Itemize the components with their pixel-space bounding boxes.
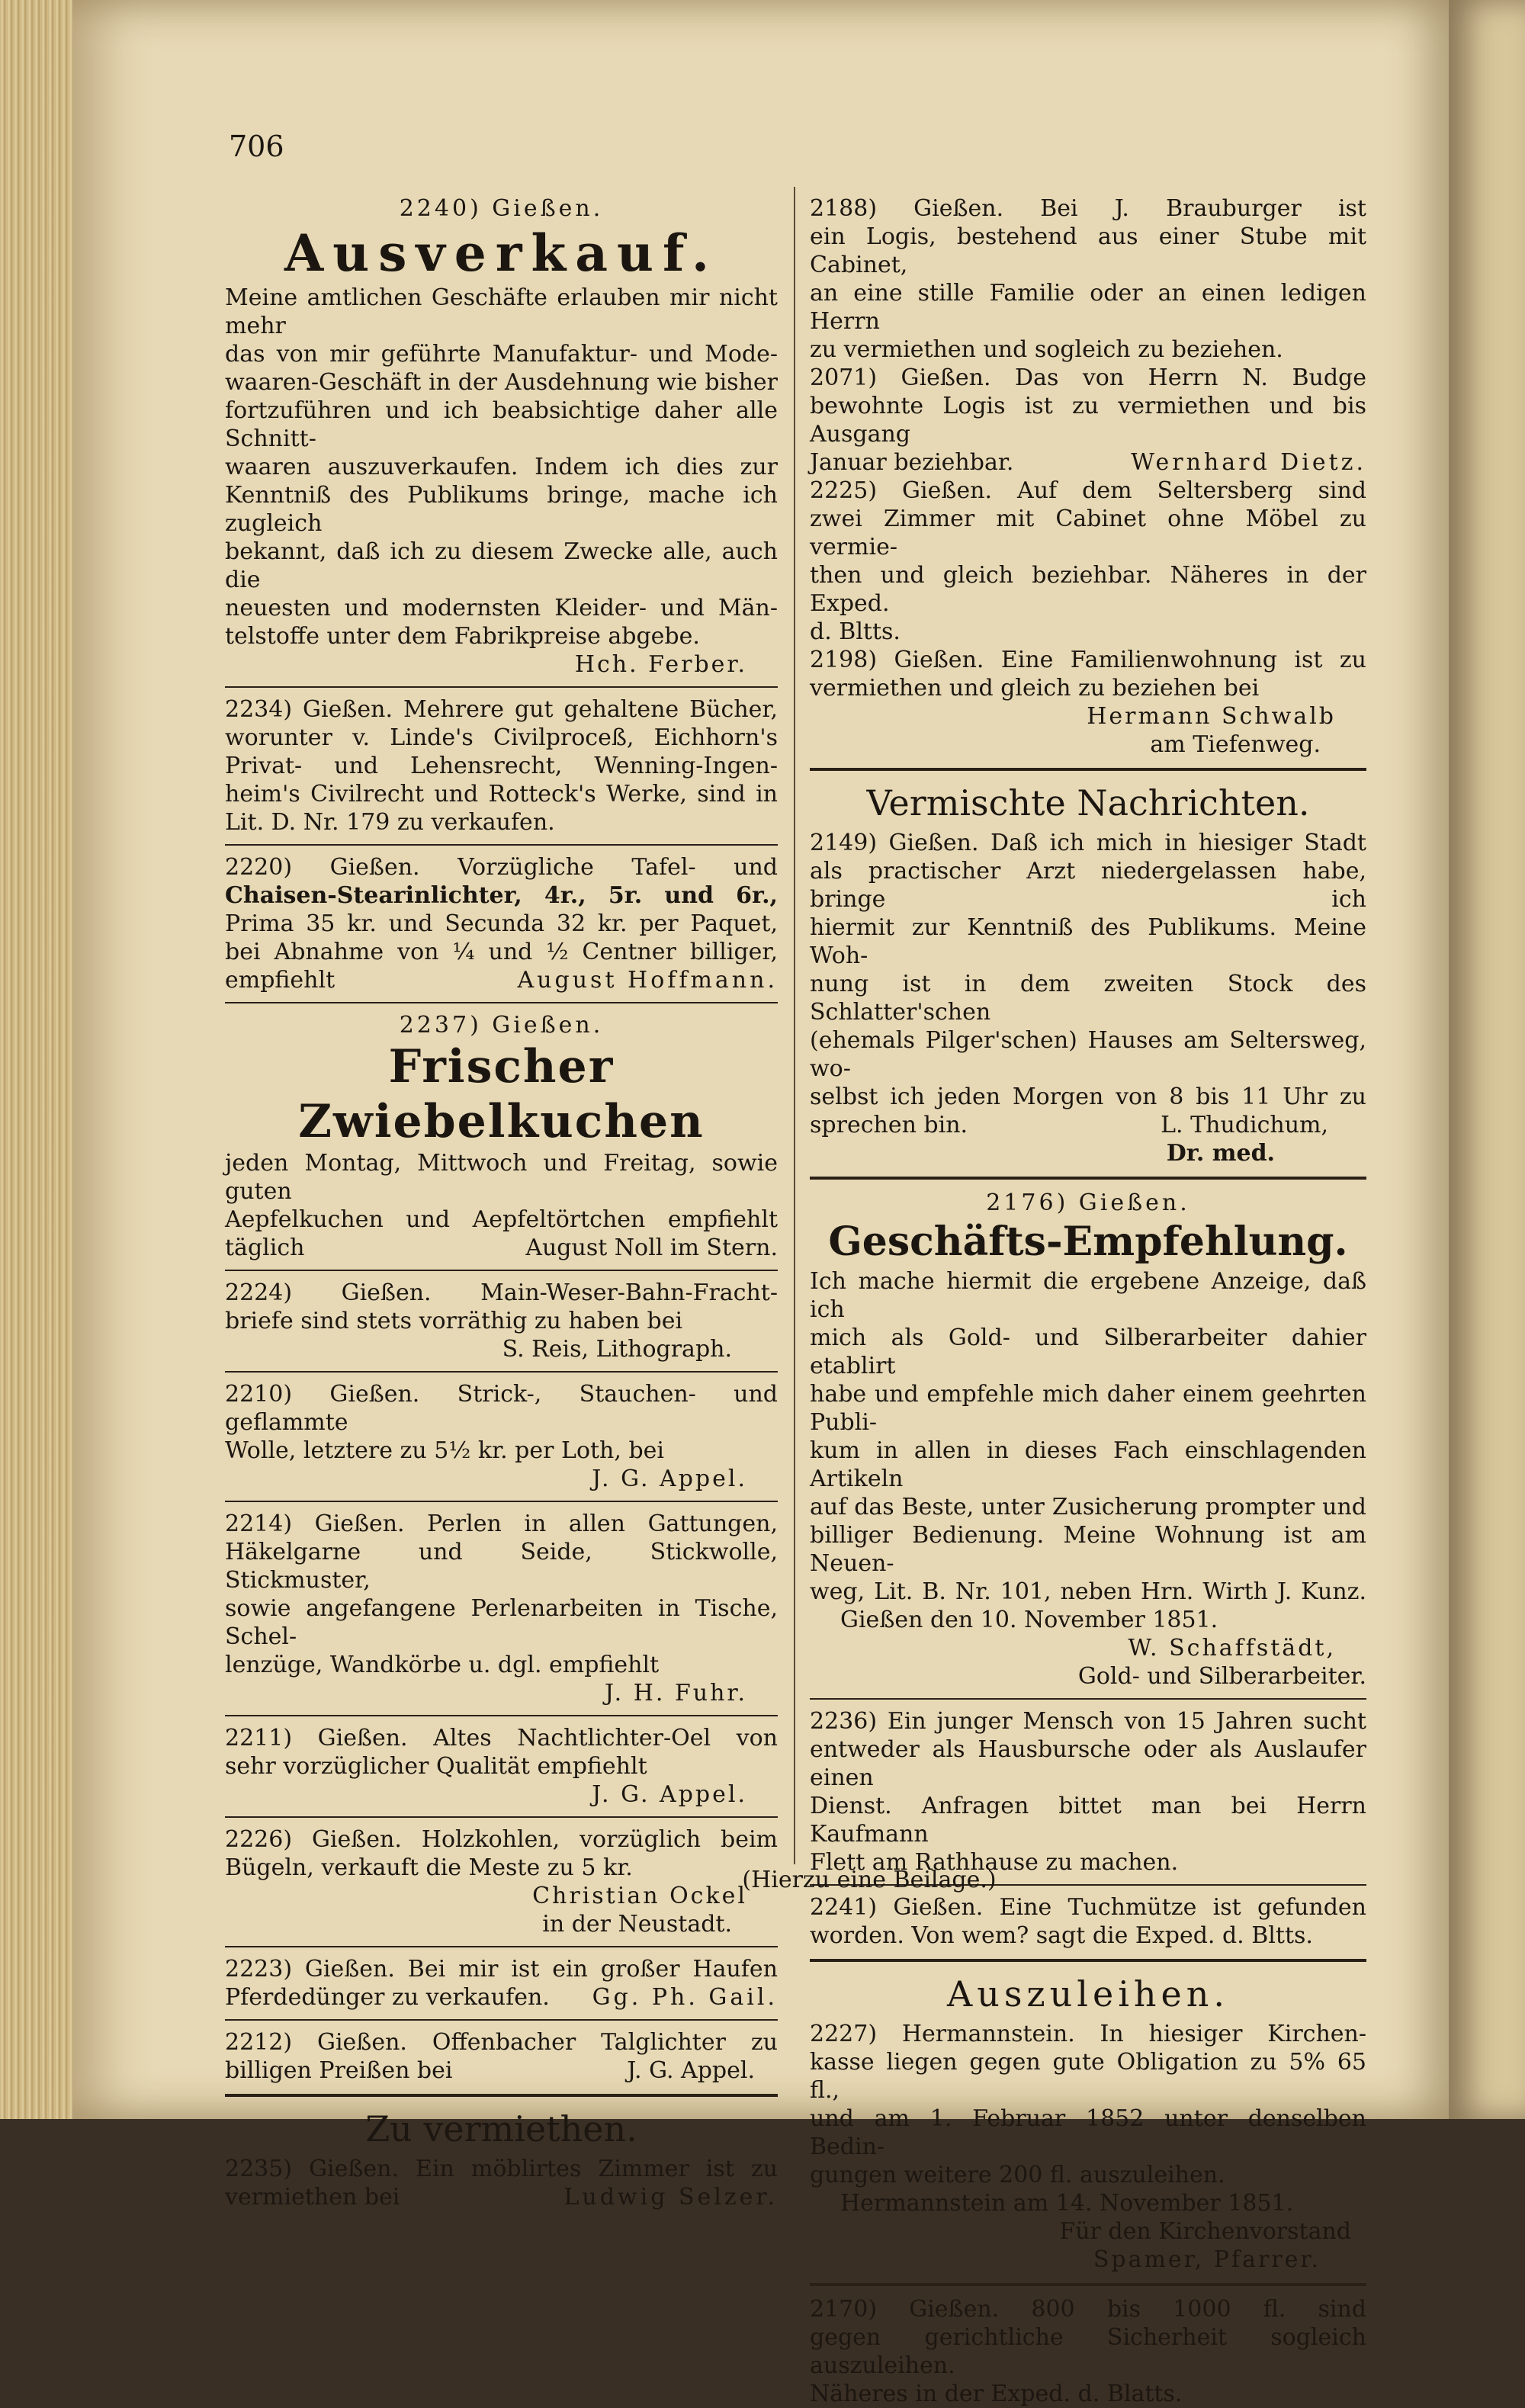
ad-2188 bbox=[810, 194, 1366, 364]
ad-date-line: Hermannstein am 14. November 1851. bbox=[840, 2190, 1294, 2217]
ad-line: worden. Von wem? sagt die Exped. d. Bltts. bbox=[810, 1922, 1313, 1949]
page-number: 706 bbox=[229, 130, 284, 163]
divider-rule bbox=[225, 844, 778, 846]
ad-line: Ich mache hiermit die ergebene Anzeige, daß ich bbox=[810, 1268, 1366, 1323]
ad-line-left: täglich bbox=[225, 1235, 305, 1261]
facing-page-edge bbox=[1449, 0, 1525, 2119]
ad-line: 2210) Gießen. Strick-, Stauchen- und geflammte bbox=[225, 1381, 778, 1436]
ad-last-line bbox=[225, 1234, 778, 1262]
ad-line: Dienst. Anfragen bittet man bei Herrn Kaufmann bbox=[810, 1793, 1366, 1848]
ad-line: kasse liegen gegen gute Obligation zu 5% 65 fl., bbox=[810, 2049, 1366, 2104]
ad-2241 bbox=[810, 1893, 1366, 1950]
divider-rule bbox=[810, 1177, 1366, 1180]
ad-line-left: vermiethen bei bbox=[225, 2184, 400, 2211]
ad-line: und am 1. Februar 1852 unter denselben Bedin- bbox=[810, 2105, 1366, 2160]
ad-2235 bbox=[225, 2155, 778, 2211]
ad-signature: Christian Ockel bbox=[532, 1883, 747, 1909]
ad-line: Flett am Rathhause zu machen. bbox=[810, 1849, 1179, 1876]
section-heading-vermiethen: Zu vermiethen. bbox=[365, 2108, 637, 2150]
ad-line: Prima 35 kr. und Secunda 32 kr. per Paquet, bbox=[225, 910, 778, 937]
divider-rule bbox=[810, 2283, 1366, 2286]
ad-line: Häkelgarne und Seide, Stickwolle, Stickmuster, bbox=[225, 1539, 778, 1594]
ad-last-line bbox=[225, 1983, 778, 2011]
ad-header: 2237) Gießen. bbox=[399, 1012, 604, 1039]
ad-signature: J. G. Appel. bbox=[592, 1466, 747, 1492]
ad-line: Aepfelkuchen und Aepfeltörtchen empfiehlt bbox=[225, 1206, 778, 1233]
divider-rule bbox=[225, 686, 778, 688]
ad-line: 2224) Gießen. Main-Weser-Bahn-Fracht- bbox=[225, 1279, 778, 1306]
ad-2220 bbox=[225, 853, 778, 994]
ad-signature-line2: in der Neustadt. bbox=[542, 1911, 732, 1938]
ad-line-left: billigen Preißen bei bbox=[225, 2057, 453, 2084]
ad-signature: August Noll im Stern. bbox=[525, 1235, 778, 1261]
ad-signature: J. H. Fuhr. bbox=[604, 1680, 747, 1706]
ad-last-line bbox=[810, 1111, 1366, 1139]
ad-2227 bbox=[810, 2020, 1366, 2274]
ad-header: 2176) Gießen. bbox=[986, 1190, 1190, 1216]
ad-line: ein Logis, bestehend aus einer Stube mit Cabinet, bbox=[810, 223, 1366, 278]
ad-line: auf das Beste, unter Zusicherung prompter und bbox=[810, 1494, 1366, 1520]
ad-signature: Ludwig Selzer. bbox=[563, 2184, 778, 2211]
ad-line: 2223) Gießen. Bei mir ist ein großer Haufen bbox=[225, 1956, 778, 1983]
ad-line: habe und empfehle mich daher einem geehrten Publi- bbox=[810, 1381, 1366, 1436]
footer-note: (Hierzu eine Beilage.) bbox=[742, 1867, 997, 1893]
ad-line-left: Pferdedünger zu verkaufen. bbox=[225, 1984, 550, 2011]
divider-rule bbox=[225, 1371, 778, 1373]
ad-signature-line2: Spamer, Pfarrer. bbox=[1093, 2246, 1321, 2273]
ad-2210 bbox=[225, 1380, 778, 1493]
ad-line: sehr vorzüglicher Qualität empfiehlt bbox=[225, 1753, 647, 1780]
ad-signature: August Hoffmann. bbox=[517, 967, 778, 994]
ad-signature: J. G. Appel. bbox=[627, 2057, 755, 2084]
ad-line: bewohnte Logis ist zu vermiethen und bis Ausgang bbox=[810, 393, 1366, 448]
ad-line: Näheres in der Exped. d. Blatts. bbox=[810, 2381, 1183, 2407]
ad-signature: W. Schaffstädt, bbox=[1128, 1635, 1336, 1662]
ad-line: 2227) Hermannstein. In hiesiger Kirchen- bbox=[810, 2021, 1366, 2047]
ad-signature-line2: am Tiefenweg. bbox=[1150, 731, 1321, 758]
ad-line: 2188) Gießen. Bei J. Brauburger ist bbox=[810, 195, 1366, 222]
divider-rule bbox=[225, 1715, 778, 1716]
column-divider bbox=[794, 187, 795, 1864]
ad-2170 bbox=[810, 2295, 1366, 2408]
ad-line: sowie angefangene Perlenarbeiten in Tische, Schel- bbox=[225, 1595, 778, 1650]
section-rule bbox=[810, 1959, 1366, 1962]
ad-signature: J. G. Appel. bbox=[592, 1781, 747, 1808]
ad-line: Wolle, letztere zu 5½ kr. per Loth, bei bbox=[225, 1437, 665, 1464]
ad-line: (ehemals Pilger'schen) Hauses am Seltersweg, wo- bbox=[810, 1027, 1366, 1082]
ad-line: 2235) Gießen. Ein möblirtes Zimmer ist zu bbox=[225, 2156, 778, 2182]
ad-line: zu vermiethen und sogleich zu beziehen. bbox=[810, 336, 1283, 363]
book-page-edges bbox=[0, 0, 72, 2119]
ad-line: das von mir geführte Manufaktur- und Mode- bbox=[225, 341, 778, 368]
divider-rule bbox=[225, 1946, 778, 1947]
ad-signature: S. Reis, Lithograph. bbox=[502, 1336, 732, 1363]
ad-date-line: Gießen den 10. November 1851. bbox=[840, 1607, 1218, 1633]
divider-rule bbox=[225, 1002, 778, 1003]
ad-line-left: empfiehlt bbox=[225, 967, 336, 994]
ad-line: lenzüge, Wandkörbe u. dgl. empfiehlt bbox=[225, 1652, 660, 1678]
divider-rule bbox=[225, 1270, 778, 1271]
divider-rule bbox=[225, 2019, 778, 2021]
ad-2198 bbox=[810, 646, 1366, 759]
section-rule bbox=[810, 768, 1366, 771]
divider-rule bbox=[225, 1816, 778, 1818]
ad-line: selbst ich jeden Morgen von 8 bis 11 Uhr zu bbox=[810, 1084, 1366, 1110]
ad-line: Chaisen-Stearinlichter, 4r., 5r. und 6r., bbox=[225, 882, 778, 909]
right-column bbox=[810, 194, 1366, 2408]
left-column bbox=[225, 194, 778, 2211]
ad-2236 bbox=[810, 1707, 1366, 1877]
ad-2176 bbox=[810, 1189, 1366, 1690]
ad-line: gungen weitere 200 fl. auszuleihen. bbox=[810, 2162, 1225, 2188]
ad-line: briefe sind stets vorräthig zu haben bei bbox=[225, 1308, 683, 1334]
ad-2240 bbox=[225, 194, 778, 679]
ad-2224 bbox=[225, 1279, 778, 1363]
ad-line: 2225) Gießen. Auf dem Seltersberg sind bbox=[810, 477, 1366, 504]
ad-line: nung ist in dem zweiten Stock des Schlatter'schen bbox=[810, 971, 1366, 1026]
divider-rule bbox=[810, 1698, 1366, 1700]
ad-line: 2226) Gießen. Holzkohlen, vorzüglich beim bbox=[225, 1826, 778, 1853]
ad-line: bekannt, daß ich zu diesem Zwecke alle, auch die bbox=[225, 538, 778, 593]
ad-signature: Wernhard Dietz. bbox=[1131, 449, 1366, 476]
ad-line: vermiethen und gleich zu beziehen bei bbox=[810, 675, 1260, 702]
section-rule bbox=[225, 2094, 778, 2097]
ad-line: worunter v. Linde's Civilproceß, Eichhorn's bbox=[225, 724, 778, 751]
ad-title: Geschäfts-Empfehlung. bbox=[828, 1218, 1348, 1265]
ad-line: then und gleich beziehbar. Näheres in der Exped. bbox=[810, 562, 1366, 617]
ad-line: 2149) Gießen. Daß ich mich in hiesiger Stadt bbox=[810, 830, 1366, 856]
ad-line: 2214) Gießen. Perlen in allen Gattungen, bbox=[225, 1511, 778, 1537]
ad-line: waaren-Geschäft in der Ausdehnung wie bisher bbox=[225, 369, 778, 396]
ad-line: neuesten und modernsten Kleider- und Män- bbox=[225, 595, 778, 621]
ad-line: hiermit zur Kenntniß des Publikums. Meine Woh- bbox=[810, 914, 1366, 969]
ad-2149 bbox=[810, 829, 1366, 1167]
ad-line: entweder als Hausbursche oder als Auslaufer einen bbox=[810, 1736, 1366, 1791]
ad-line: 2234) Gießen. Mehrere gut gehaltene Bücher, bbox=[225, 696, 778, 723]
ad-line: heim's Civilrecht und Rotteck's Werke, sind in bbox=[225, 781, 778, 807]
ad-line: billiger Bedienung. Meine Wohnung ist am Neuen- bbox=[810, 1522, 1366, 1577]
ad-2223 bbox=[225, 1955, 778, 2011]
ad-2225 bbox=[810, 477, 1366, 646]
ad-line: 2220) Gießen. Vorzügliche Tafel- und bbox=[225, 854, 778, 881]
ad-2237 bbox=[225, 1011, 778, 1262]
ad-line: 2198) Gießen. Eine Familienwohnung ist zu bbox=[810, 647, 1366, 673]
ad-signature-line2: Dr. med. bbox=[1166, 1140, 1275, 1167]
ad-line: Kenntniß des Publikums bringe, mache ich zugleich bbox=[225, 482, 778, 537]
ad-2212 bbox=[225, 2028, 778, 2085]
ad-signature: Hermann Schwalb bbox=[1087, 703, 1336, 730]
ad-line: waaren auszuverkaufen. Indem ich dies zur bbox=[225, 454, 778, 480]
ad-line: Lit. D. Nr. 179 zu verkaufen. bbox=[225, 809, 555, 836]
ad-line: 2071) Gießen. Das von Herrn N. Budge bbox=[810, 364, 1366, 391]
ad-line: 2236) Ein junger Mensch von 15 Jahren sucht bbox=[810, 1708, 1366, 1735]
ad-line-left: Januar beziehbar. bbox=[810, 449, 1014, 476]
ad-last-line bbox=[225, 2056, 778, 2085]
ad-line: bei Abnahme von ¼ und ½ Centner billiger, bbox=[225, 939, 778, 965]
section-heading-auszuleihen: Auszuleihen. bbox=[946, 1973, 1230, 2015]
ad-signature: Gg. Ph. Gail. bbox=[592, 1984, 778, 2011]
ad-line: 2212) Gießen. Offenbacher Talglichter zu bbox=[225, 2029, 778, 2056]
ad-line: gegen gerichtliche Sicherheit sogleich auszuleihen. bbox=[810, 2324, 1366, 2379]
ad-signature: Hch. Ferber. bbox=[574, 651, 747, 678]
ad-line: Meine amtlichen Geschäfte erlauben mir nicht mehr bbox=[225, 284, 778, 339]
ad-line: fortzuführen und ich beabsichtige daher alle Schnitt- bbox=[225, 397, 778, 452]
ad-line-left: sprechen bin. bbox=[810, 1112, 968, 1138]
ad-last-line bbox=[225, 966, 778, 994]
ad-line: kum in allen in dieses Fach einschlagenden Artikeln bbox=[810, 1437, 1366, 1492]
ad-line: als practischer Arzt niedergelassen habe, bringe ich bbox=[810, 858, 1366, 913]
ad-line: Privat- und Lehensrecht, Wenning-Ingen- bbox=[225, 753, 778, 779]
ad-signature-line2: Gold- und Silberarbeiter. bbox=[1077, 1663, 1366, 1690]
divider-rule bbox=[225, 1501, 778, 1502]
ad-signature: Für den Kirchenvorstand bbox=[1059, 2218, 1351, 2245]
ad-line: an eine stille Familie oder an einen ledigen Herrn bbox=[810, 280, 1366, 335]
ad-2214 bbox=[225, 1510, 778, 1707]
ad-line: 2241) Gießen. Eine Tuchmütze ist gefunden bbox=[810, 1894, 1366, 1921]
ad-line: d. Bltts. bbox=[810, 618, 901, 645]
ad-line: telstoffe unter dem Fabrikpreise abgebe. bbox=[225, 623, 700, 650]
ad-2211 bbox=[225, 1724, 778, 1809]
ad-last-line bbox=[225, 2183, 778, 2211]
ad-title: Frischer Zwiebelkuchen bbox=[298, 1040, 705, 1148]
ad-line: zwei Zimmer mit Cabinet ohne Möbel zu vermie- bbox=[810, 506, 1366, 560]
ad-line: weg, Lit. B. Nr. 101, neben Hrn. Wirth J. Kunz. bbox=[810, 1578, 1366, 1605]
ad-line: Bügeln, verkauft die Meste zu 5 kr. bbox=[225, 1854, 633, 1881]
ad-signature: L. Thudichum, bbox=[1161, 1112, 1328, 1138]
ad-last-line bbox=[810, 448, 1366, 477]
ad-2234 bbox=[225, 695, 778, 836]
ad-title: Ausverkauf. bbox=[284, 223, 718, 283]
ad-header: 2240) Gießen. bbox=[399, 195, 604, 222]
section-heading-nachrichten: Vermischte Nachrichten. bbox=[866, 782, 1310, 824]
ad-line: 2170) Gießen. 800 bis 1000 fl. sind bbox=[810, 2296, 1366, 2323]
ad-line: 2211) Gießen. Altes Nachtlichter-Oel von bbox=[225, 1725, 778, 1751]
ad-2071 bbox=[810, 364, 1366, 477]
ad-line: mich als Gold- und Silberarbeiter dahier etablirt bbox=[810, 1324, 1366, 1379]
ad-line: jeden Montag, Mittwoch und Freitag, sowie guten bbox=[225, 1150, 778, 1205]
